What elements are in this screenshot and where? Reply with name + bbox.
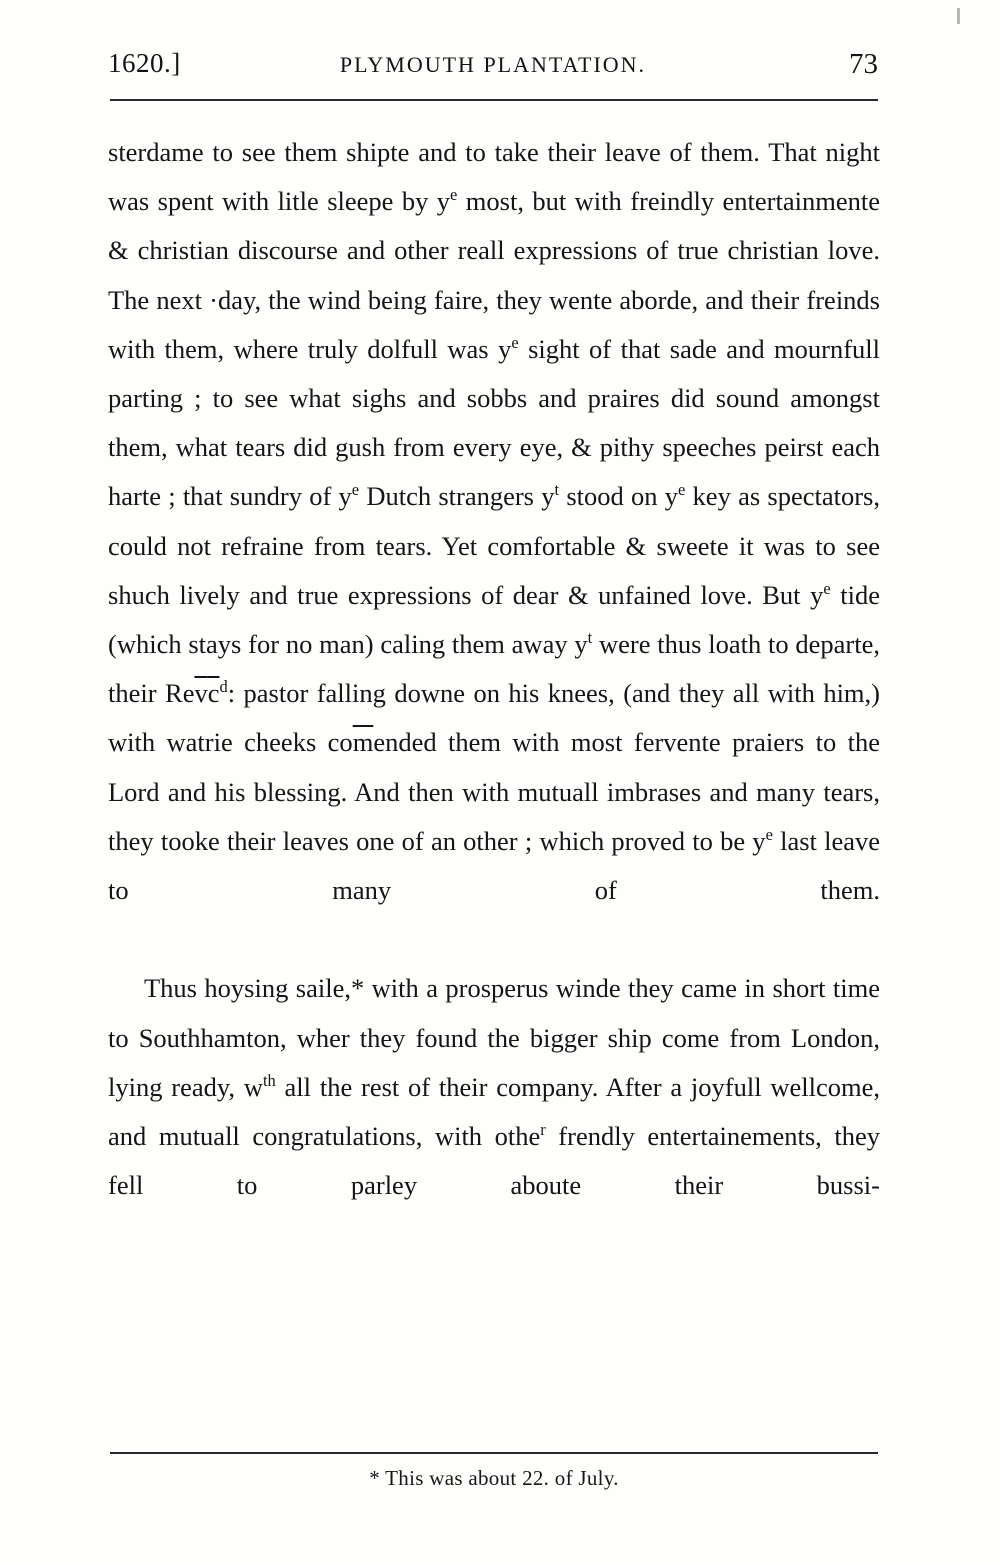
running-head-year: 1620.] — [108, 48, 181, 78]
running-head-title: PLYMOUTH PLANTATION. — [339, 52, 647, 77]
page-body — [108, 128, 880, 1260]
paragraph-2: Thus hoysing saile,* with a prosperus winde they came in short time to Southhamton, wher they found the bigger ship come from London, lying ready, $w^{th}$ all the rest of their company. After a joyfull wellcome, and mutuall congratulations, with othe$^r$ frendly entertainements, they fell to parley aboute their bussi- — [108, 973, 881, 1201]
footnote-marker: * — [369, 1466, 380, 1490]
footnote — [108, 1466, 880, 1491]
page-number: 73 — [849, 48, 878, 80]
page-edge-mark — [957, 8, 960, 24]
footnote-text: This was about 22. of July. — [385, 1466, 619, 1490]
header-rule — [110, 99, 878, 101]
running-head — [108, 48, 878, 94]
paragraph-1: sterdame to see them shipte and to take their leave of them. That night was spent with litle sleepe by $y^e$ most, but with freindly entertainmente & christian discourse and other reall expressions of true christian love. The next ·day, the wind being faire, they wente aborde, and their freinds with them, where truly dolfull was $y^e$ sight of that sade and mournfull parting ; to see what sighs and sobbs and praires did sound amongst them, what tears did gush from every eye, & pithy speeches peirst each harte ; that sundry of $y^e$ Dutch strangers $y^t$ stood on $y^e$ key as spectators, could not refraine from tears. Yet comfortable & sweete it was to see shuch lively and true expressions of dear & unfained love. But $y^e$ tide (which stays for no man) caling them away $y^t$ were thus loath to departe, their $Re\overline{v}\overline{c}^d$: pastor falling downe on his knees, (and they all with him,) with watrie cheeks $co\overline{m}ended$ them with most fervente praiers to the Lord and his blessing. And then with mutuall imbrases and many tears, they tooke their leaves one of an other ; which proved to be $y^e$ last leave to many of them. — [108, 137, 881, 906]
footnote-rule — [110, 1452, 878, 1454]
